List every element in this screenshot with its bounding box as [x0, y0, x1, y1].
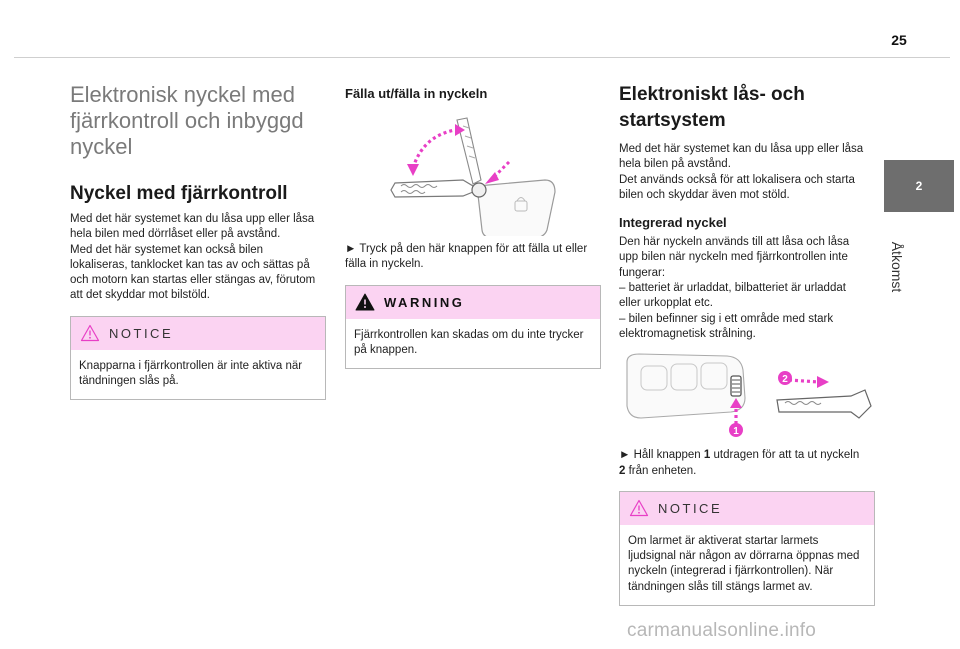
notice-label: NOTICE	[658, 500, 723, 516]
text-line: tändningen slås på.	[79, 375, 179, 388]
section-title-line: fjärrkontroll och inbyggd	[70, 108, 304, 133]
callout-2-label: 2	[782, 374, 788, 386]
integrated-key-paragraph	[619, 235, 875, 342]
column-left	[70, 80, 326, 400]
text-line: Det används också för att lokalisera och starta	[619, 173, 855, 186]
removal-step	[619, 448, 875, 479]
chapter-label	[877, 222, 917, 312]
step-text: från enheten.	[625, 464, 697, 477]
caution-triangle-icon	[629, 499, 649, 517]
integrated-key-heading: Integrerad nyckel	[619, 215, 727, 231]
callout-1-label: 1	[733, 426, 739, 438]
text-line: att det skyddar mot bilstöld.	[70, 289, 210, 302]
text-line: Med det här systemet kan du låsa upp eller låsa	[70, 213, 315, 225]
text-line: Med det här systemet kan du låsa upp eller låsa	[619, 143, 864, 155]
warning-box	[345, 285, 601, 370]
column-right	[619, 80, 875, 606]
text-line: bilen och skyddar även mot stöld.	[619, 188, 790, 201]
lock-system-heading	[619, 82, 875, 134]
caution-triangle-icon	[80, 324, 100, 342]
notice-label: NOTICE	[109, 325, 174, 341]
text-line: Den här nyckeln används till att låsa och låsa	[619, 236, 850, 249]
text-line: ljudsignal när någon av dörrarna öppnas med	[628, 550, 860, 563]
text-line: nyckeln (integrerad i fjärrkontrollen). När	[628, 565, 834, 578]
fold-step	[345, 242, 601, 273]
text-line: elektromagnetisk strålning.	[619, 327, 756, 340]
key-removal-illustration	[619, 348, 875, 440]
notice-text	[71, 350, 325, 400]
text-line: – bilen befinner sig i ett område med stark	[619, 312, 834, 325]
notice-text	[620, 525, 874, 605]
warning-header	[346, 286, 600, 319]
warning-label: WARNING	[384, 294, 465, 310]
key-fold-illustration	[345, 106, 601, 236]
text-line: lokaliseras, tanklocket kan tas av och sättas på	[70, 258, 310, 271]
header-divider	[14, 57, 950, 58]
text-line: eller urkopplat etc.	[619, 297, 713, 310]
notice-header	[71, 317, 325, 350]
watermark: carmanualsonline.info	[627, 620, 817, 641]
notice-box	[70, 316, 326, 401]
warning-text	[346, 319, 600, 369]
step-text: ► Håll knappen	[619, 449, 704, 462]
text-line: Knapparna i fjärrkontrollen är inte aktiva när	[79, 359, 303, 372]
section-title-line: Elektronisk nyckel med	[70, 82, 295, 107]
text-line: fungerar:	[619, 266, 666, 279]
heading-line: Elektroniskt lås- och	[619, 84, 805, 105]
section-title-line: nyckel	[70, 134, 133, 159]
step-key-1: 1	[703, 449, 711, 462]
section-title	[70, 82, 326, 160]
text-line: ► Tryck på den här knappen för att fälla ut eller	[345, 243, 588, 255]
text-line: hela bilen på avstånd.	[619, 158, 731, 171]
heading-line: startsystem	[619, 110, 726, 131]
step-text: utdragen för att ta ut nyckeln	[710, 449, 860, 462]
fold-key-heading: Fälla ut/fälla in nyckeln	[345, 86, 488, 101]
warning-triangle-icon	[355, 293, 375, 311]
text-line: Om larmet är aktiverat startar larmets	[628, 534, 819, 547]
chapter-tab[interactable]: 2	[884, 160, 954, 212]
lock-system-paragraph	[619, 142, 875, 203]
step-key-2: 2	[619, 464, 626, 477]
text-line: hela bilen med dörrlåset eller på avstånd.	[70, 228, 281, 241]
text-line: Med det här systemet kan också bilen	[70, 243, 264, 256]
column-middle	[345, 80, 601, 369]
text-line: – batteriet är urladdat, bilbatteriet är urladdat	[619, 282, 846, 295]
text-line: tändningen slås till stängs larmet av.	[628, 580, 813, 593]
text-line: fälla in nyckeln.	[345, 258, 424, 271]
notice-header	[620, 492, 874, 525]
text-line: Fjärrkontrollen kan skadas om du inte trycker	[354, 328, 584, 341]
text-line: och motorn kan startas eller stängas av, förutom	[70, 274, 316, 287]
remote-key-paragraph	[70, 212, 326, 304]
remote-key-heading: Nyckel med fjärrkontroll	[70, 183, 288, 204]
chapter-label-text: Åtkomst	[889, 241, 905, 293]
alarm-notice-box	[619, 491, 875, 606]
text-line: på knappen.	[354, 343, 418, 356]
fold-button	[472, 183, 486, 197]
text-line: upp bilen när nyckeln med fjärrkontrollen inte	[619, 251, 848, 264]
page-number: 25	[891, 32, 907, 48]
release-button	[731, 376, 741, 396]
